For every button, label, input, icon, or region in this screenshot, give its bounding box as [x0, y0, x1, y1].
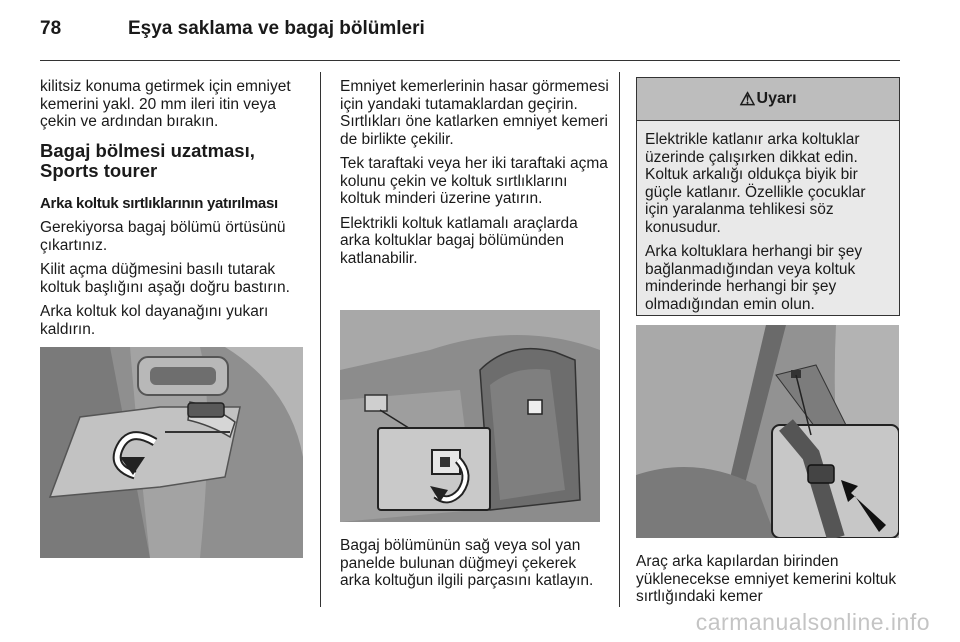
header-rule [40, 60, 900, 61]
figure-caption: Araç arka kapılardan birinden yüklenecekse emniyet kemerini koltuk sırtlığındaki kemer [636, 553, 897, 605]
warning-box [636, 77, 900, 316]
figure-seat-belt-guide [636, 325, 899, 538]
paragraph: Kilit açma düğmesini basılı tutarak koltuk başlığını aşağı doğru bastırın. [40, 261, 290, 296]
trunk-illustration [340, 310, 600, 522]
column-1 [40, 78, 310, 345]
figure-headrest-release [40, 347, 303, 558]
paragraph: Gerekiyorsa bagaj bölümü örtüsünü çıkartınız. [40, 219, 286, 254]
sub-heading: Arka koltuk sırtlıklarının yatırılması [40, 194, 278, 212]
page-title: Eşya saklama ve bagaj bölümleri [128, 18, 425, 39]
warning-paragraph: Elektrikle katlanır arka koltuklar üzerinde çalışırken dikkat edin. Koltuk arkalığı oldukça biyik bir güçle katlanır. Özellikle çocuklar için yaralanma tehlikesi söz konusudur. [645, 131, 866, 236]
paragraph: Emniyet kemerlerinin hasar görmemesi için yandaki tutamaklardan geçirin. Sırtlıkları öne katlarken emniyet kemeri de birlikte çekilir. [340, 78, 609, 148]
warning-body [637, 121, 899, 313]
intro-paragraph: kilitsiz konuma getirmek için emniyet kemerini yakl. 20 mm ileri itin veya çekin ve ardından bırakın. [40, 78, 291, 130]
watermark: carmanualsonline.info [695, 609, 930, 635]
figure-caption: Bagaj bölümünün sağ veya sol yan panelde bulunan düğmeyi çekerek arka koltuğun ilgili parçasını katlayın. [340, 537, 594, 589]
column-3-caption [636, 553, 906, 613]
column-2 [340, 78, 610, 274]
column-divider [320, 72, 321, 607]
paragraph: Arka koltuk kol dayanağını yukarı kaldırın. [40, 303, 269, 338]
page-number: 78 [40, 18, 62, 39]
seat-belt-illustration [636, 325, 899, 538]
headrest-illustration [40, 347, 303, 558]
figure-trunk-fold-button [340, 310, 600, 522]
paragraph: Tek taraftaki veya her iki taraftaki açma kolunu çekin ve koltuk sırtlıklarını koltuk minderi üzerine yatırın. [340, 155, 608, 207]
paragraph: Elektrikli koltuk katlamalı araçlarda arka koltuklar bagaj bölümünden katlanabilir. [340, 214, 578, 267]
warning-paragraph: Arka koltuklara herhangi bir şey bağlanmadığından veya koltuk minderinde herhangi bir şey olmadığından emin olun. [645, 243, 863, 313]
warning-icon: ⚠ [739, 88, 756, 109]
warning-title: Uyarı [756, 90, 797, 107]
section-heading: Bagaj bölmesi uzatması, Sports tourer [40, 139, 255, 181]
column-divider [619, 72, 620, 607]
warning-header [637, 78, 899, 121]
column-2-caption [340, 537, 610, 597]
